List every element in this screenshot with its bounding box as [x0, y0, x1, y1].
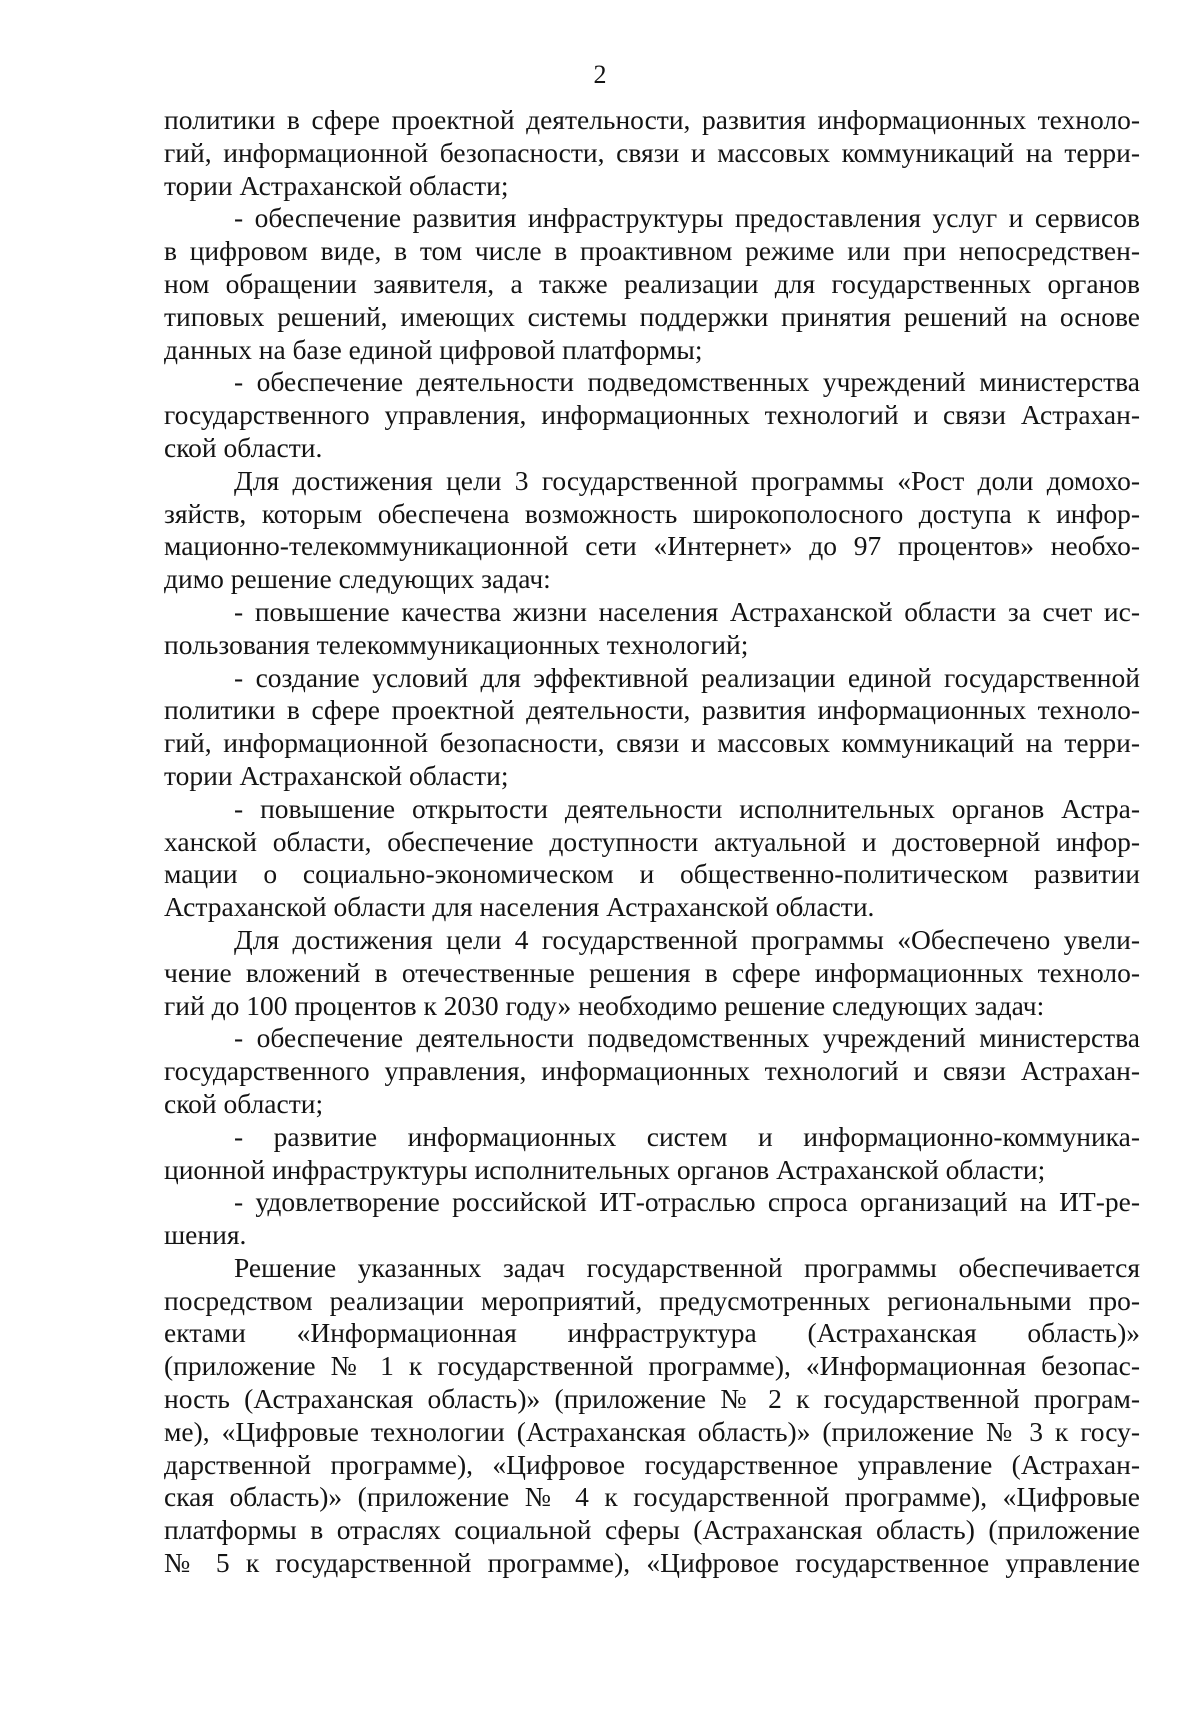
- text-line: - обеспечение деятельности подведомственных учреждений министерства: [234, 1022, 1140, 1054]
- text-line: мационно-телекоммуникационной сети «Интернет» до 97 процентов» необхо-: [164, 530, 1140, 562]
- text-line: - обеспечение деятельности подведомственных учреждений министерства: [234, 366, 1140, 398]
- text-line: мации о социально-экономическом и общественно-политическом развитии: [164, 858, 1140, 890]
- text-line: государственного управления, информационных технологий и связи Астрахан-: [164, 399, 1140, 431]
- text-line: государственного управления, информационных технологий и связи Астрахан-: [164, 1055, 1140, 1087]
- text-line: гий, информационной безопасности, связи и массовых коммуникаций на терри-: [164, 136, 1140, 168]
- text-line: ская область)» (приложение № 4 к государственной программе), «Цифровые: [164, 1481, 1140, 1513]
- text-line: - удовлетворение российской ИТ-отраслью спроса организаций на ИТ-ре-: [234, 1186, 1140, 1218]
- text-line: в цифровом виде, в том числе в проактивном режиме или при непосредствен-: [164, 235, 1140, 267]
- text-line: - обеспечение развития инфраструктуры предоставления услуг и сервисов: [234, 202, 1140, 234]
- text-line: - развитие информационных систем и информационно-коммуника-: [234, 1120, 1140, 1152]
- text-line: пользования телекоммуникационных технологий;: [164, 628, 749, 660]
- document-body-text: [164, 104, 1140, 1580]
- text-line: Астраханской области для населения Астраханской области.: [164, 891, 875, 923]
- text-line: - повышение качества жизни населения Астраханской области за счет ис-: [234, 595, 1140, 627]
- text-line: - создание условий для эффективной реализации единой государственной: [234, 661, 1140, 693]
- text-line: платформы в отраслях социальной сферы (Астраханская область) (приложение: [164, 1514, 1140, 1546]
- text-line: ме), «Цифровые технологии (Астраханская область)» (приложение № 3 к госу-: [164, 1415, 1140, 1447]
- text-line: зяйств, которым обеспечена возможность широкополосного доступа к инфор-: [164, 497, 1140, 529]
- text-line: ционной инфраструктуры исполнительных органов Астраханской области;: [164, 1153, 1046, 1185]
- text-line: типовых решений, имеющих системы поддержки принятия решений на основе: [164, 300, 1140, 332]
- text-line: ном обращении заявителя, а также реализации для государственных органов: [164, 267, 1140, 299]
- text-line: № 5 к государственной программе), «Цифровое государственное управление: [164, 1547, 1140, 1579]
- text-line: ность (Астраханская область)» (приложение № 2 к государственной програм-: [164, 1383, 1140, 1415]
- text-line: (приложение № 1 к государственной программе), «Информационная безопас-: [164, 1350, 1140, 1382]
- text-line: шения.: [164, 1219, 247, 1251]
- text-line: Для достижения цели 4 государственной программы «Обеспечено увели-: [234, 923, 1140, 955]
- page-number: 2: [593, 60, 607, 89]
- text-line: ектами «Информационная инфраструктура (Астраханская область)»: [164, 1317, 1140, 1349]
- text-line: - повышение открытости деятельности исполнительных органов Астра-: [234, 792, 1140, 824]
- text-line: гий до 100 процентов к 2030 году» необходимо решение следующих задач:: [164, 989, 1045, 1021]
- text-line: политики в сфере проектной деятельности, развития информационных техноло-: [164, 694, 1140, 726]
- text-line: ской области.: [164, 431, 323, 463]
- text-line: чение вложений в отечественные решения в сфере информационных техноло-: [164, 956, 1140, 988]
- text-line: посредством реализации мероприятий, предусмотренных региональными про-: [164, 1284, 1140, 1316]
- text-line: ханской области, обеспечение доступности актуальной и достоверной инфор-: [164, 825, 1140, 857]
- text-line: тории Астраханской области;: [164, 759, 509, 791]
- text-line: ской области;: [164, 1087, 324, 1119]
- text-line: Решение указанных задач государственной программы обеспечивается: [234, 1251, 1140, 1283]
- text-line: тории Астраханской области;: [164, 169, 509, 201]
- text-line: Для достижения цели 3 государственной программы «Рост доли домохо-: [234, 464, 1140, 496]
- text-line: данных на базе единой цифровой платформы;: [164, 333, 703, 365]
- text-line: димо решение следующих задач:: [164, 563, 551, 595]
- text-line: гий, информационной безопасности, связи и массовых коммуникаций на терри-: [164, 727, 1140, 759]
- text-line: дарственной программе), «Цифровое государственное управление (Астрахан-: [164, 1448, 1140, 1480]
- text-line: политики в сфере проектной деятельности, развития информационных техноло-: [164, 104, 1140, 135]
